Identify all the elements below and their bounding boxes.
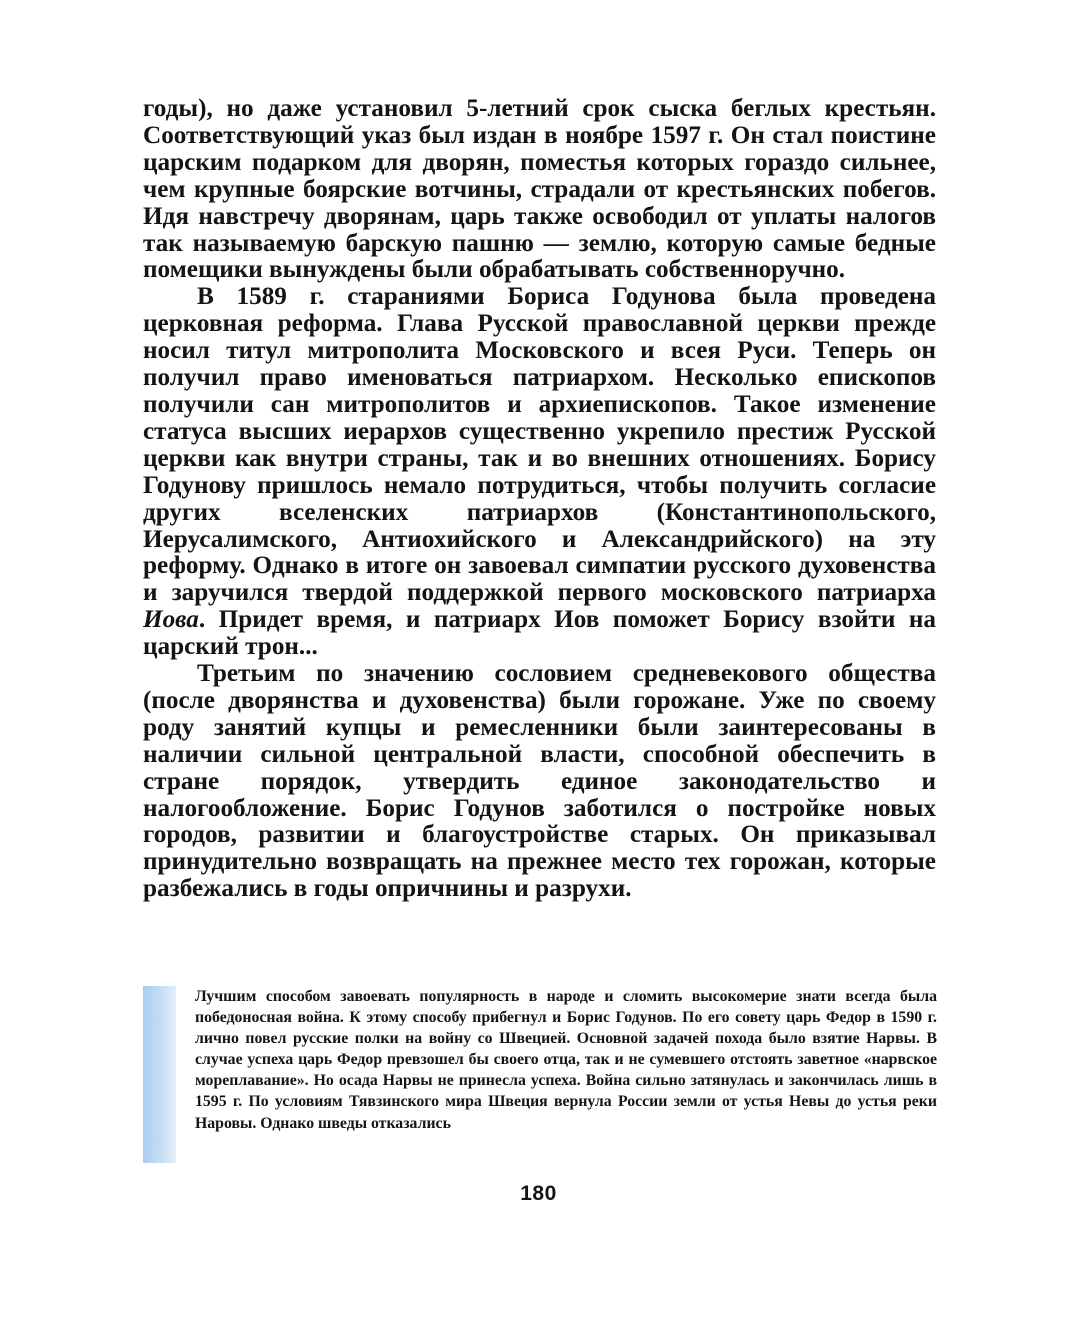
- sidebar-accent-bar: [143, 986, 176, 1163]
- sidebar-note-text: Лучшим способом завоевать популярность в народе и сломить высокомерие знати всегда была победоносная война. К этому способу прибегнул и Борис Годунов. По его совету царь Федор в 1590 г. лично повел русские полки на войну со Швецией. Основной задачей похода было взятие Нарвы. В случае успеха царь Федор превзошел бы своего отца, так и не сумевшего отстоять заветное «нарвское мореплавание». Но осада Нарвы не принесла успеха. Война сильно затянулась и закончилась лишь в 1595 г. По условиям Тявзинского мира Швеция вернула России земли от устья Невы до устья реки Наровы. Однако шведы отказались: [195, 988, 937, 1132]
- paragraph-serfdom: годы), но даже установил 5-летний срок сыска беглых крестьян. Соответствующий указ был издан в ноябре 1597 г. Он стал поистине царским подарком для дворян, поместья которых гораздо сильнее, чем крупные боярские вотчины, страдали от крестьянских побегов. Идя навстречу дворянам, царь также освободил от уплаты налогов так называемую барскую пашню — землю, которую самые бедные помещики вынуждены были обрабатывать собственноручно.: [143, 95, 936, 284]
- paragraph-church-reform: [143, 284, 936, 661]
- paragraph-townspeople: Третьим по значению сословием средневекового общества (после дворянства и духовенства) были горожане. Уже по своему роду занятий купцы и ремесленники были заинтересованы в наличии сильной центральной власти, способной обеспечить в стране порядок, утвердить единое законодательство и налогообложение. Борис Годунов заботился о постройке новых городов, развитии и благоустройстве старых. Он приказывал принудительно возвращать на прежнее место тех горожан, которые разбежались в годы опричнины и разрухи.: [143, 660, 936, 903]
- main-text-column: [143, 96, 936, 903]
- paragraph-church-reform-end: . Придет время, и патриарх Иов поможет Борису взойти на царский трон...: [143, 606, 936, 661]
- patriarch-name-italic: Иова: [143, 606, 199, 634]
- sidebar-note: [143, 986, 937, 1163]
- paragraph-church-reform-text: В 1589 г. стараниями Бориса Годунова была проведена церковная реформа. Глава Русской православной церкви прежде носил титул митрополита Московского и всея Руси. Теперь он получил право именоваться патриархом. Несколько епископов получили сан митрополитов и архиепископов. Такое изменение статуса высших иерархов существенно укрепило престиж Русской церкви как внутри страны, так и во внешних отношениях. Борису Годунову пришлось немало потрудиться, чтобы получить согласие других вселенских патриархов (Константинопольского, Иерусалимского, Антиохийского и Александрийского) на эту реформу. Однако в итоге он завоевал симпатии русского духовенства и заручился твердой поддержкой первого московского патриарха: [143, 283, 936, 607]
- page-number: 180: [520, 1182, 557, 1205]
